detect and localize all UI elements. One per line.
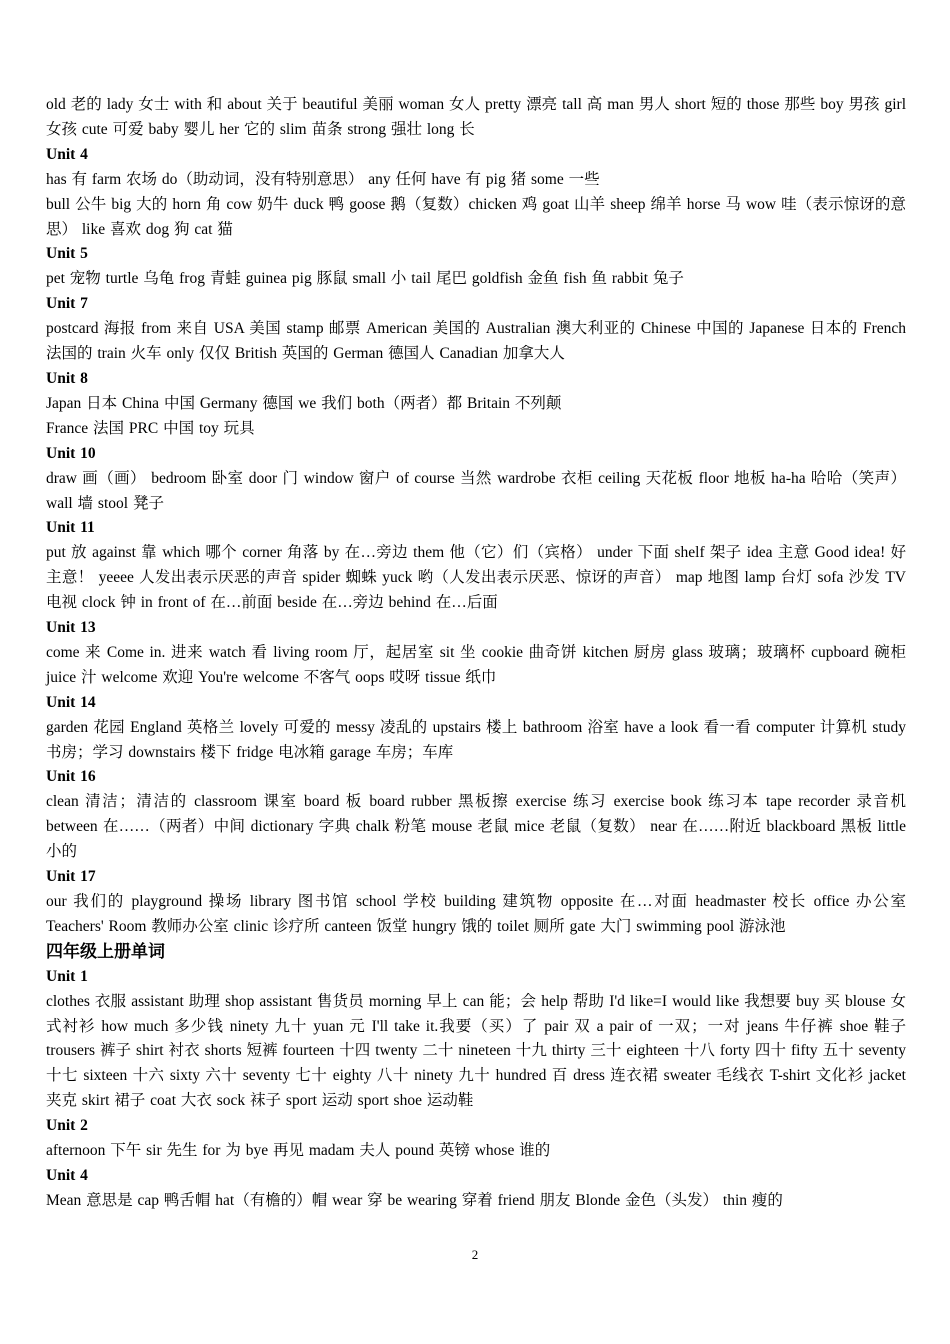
vocab-paragraph: bull 公牛 big 大的 horn 角 cow 奶牛 duck 鸭 goose 鹅（复数）chicken 鸡 goat 山羊 sheep 绵羊 horse 马 wow 哇（表示惊讶的意思） like 喜欢 dog 狗 cat 猫 (46, 195, 906, 238)
vocab-paragraph: Japan 日本 China 中国 Germany 德国 we 我们 both（两者）都 Britain 不列颠 (46, 394, 562, 412)
vocab-paragraph: our 我们的 playground 操场 library 图书馆 school 学校 building 建筑物 opposite 在…对面 headmaster 校长 office 办公室 Teachers' Room 教师办公室 clinic 诊疗所 canteen 饭堂 hungry 饿的 toilet 厕所 gate 大门 swimming pool 游泳池 (46, 893, 906, 935)
unit-heading: Unit 4 (46, 1166, 88, 1184)
vocab-paragraph: Mean 意思是 cap 鸭舌帽 hat（有檐的）帽 wear 穿 be wearing 穿着 friend 朋友 Blonde 金色（头发） thin 瘦的 (46, 1191, 783, 1209)
vocab-paragraph: France 法国 PRC 中国 toy 玩具 (46, 419, 255, 437)
vocab-paragraph: pet 宠物 turtle 乌龟 frog 青蛙 guinea pig 豚鼠 small 小 tail 尾巴 goldfish 金鱼 fish 鱼 rabbit 兔子 (46, 270, 684, 288)
document-page (46, 93, 906, 1214)
unit-heading: Unit 5 (46, 245, 88, 263)
unit-heading: Unit 16 (46, 768, 96, 786)
unit-heading: Unit 4 (46, 145, 88, 163)
vocab-paragraph: clean 清洁；清洁的 classroom 课室 board 板 board rubber 黑板擦 exercise 练习 exercise book 练习本 tape recorder 录音机 between 在……（两者）中间 dictionary 字典 chalk 粉笔 mouse 老鼠 mice 老鼠（复数） near 在……附近 blackboard 黑板 little 小的 (46, 793, 906, 861)
unit-heading: Unit 10 (46, 444, 96, 462)
unit-heading: Unit 14 (46, 693, 96, 711)
vocab-paragraph: put 放 against 靠 which 哪个 corner 角落 by 在…旁边 them 他（它）们（宾格） under 下面 shelf 架子 idea 主意 Good idea! 好主意！ yeeee 人发出表示厌恶的声音 spider 蜘蛛 yuck 哟（人发出表示厌恶、惊讶的声音） map 地图 lamp 台灯 sofa 沙发 TV 电视 clock 钟 in front of 在…前面 beside 在…旁边 behind 在…后面 (46, 544, 906, 612)
vocab-paragraph: old 老的 lady 女士 with 和 about 关于 beautiful 美丽 woman 女人 pretty 漂亮 tall 高 man 男人 short 短的 those 那些 boy 男孩 girl 女孩 cute 可爱 baby 婴儿 her 它的 slim 苗条 strong 强壮 long 长 (46, 96, 906, 138)
unit-heading: Unit 7 (46, 295, 88, 313)
unit-heading: Unit 1 (46, 967, 88, 985)
section-title: 四年级上册单词 (46, 941, 165, 962)
unit-heading: Unit 17 (46, 868, 96, 886)
vocab-paragraph: clothes 衣服 assistant 助理 shop assistant 售货员 morning 早上 can 能；会 help 帮助 I'd like=I would like 我想要 buy 买 blouse 女式衬衫 how much 多少钱 ninety 九十 yuan 元 I'll take it.我要（买）了 pair 双 a pair of 一双；一对 jeans 牛仔裤 shoe 鞋子 trousers 裤子 shirt 衬衣 shorts 短裤 fourteen 十四 twenty 二十 nineteen 十九 thirty 三十 eighteen 十八 forty 四十 fifty 五十 seventy 十七 sixteen 十六 sixty 六十 seventy 七十 eighty 八十 ninety 九十 hundred 百 dress 连衣裙 sweater 毛线衣 T-shirt 文化衫 jacket 夹克 skirt 裙子 coat 大衣 sock 袜子 sport 运动 sport shoe 运动鞋 (46, 992, 906, 1110)
page-number: 2 (471, 1247, 479, 1262)
vocab-paragraph: come 来 Come in. 进来 watch 看 living room 厅，起居室 sit 坐 cookie 曲奇饼 kitchen 厨房 glass 玻璃；玻璃杯 cupboard 碗柜 juice 汁 welcome 欢迎 You're welcome 不客气 oops 哎呀 tissue 纸巾 (46, 643, 906, 686)
unit-heading: Unit 2 (46, 1117, 88, 1135)
vocab-paragraph: garden 花园 England 英格兰 lovely 可爱的 messy 凌乱的 upstairs 楼上 bathroom 浴室 have a look 看一看 computer 计算机 study 书房；学习 downstairs 楼下 fridge 电冰箱 garage 车房；车库 (46, 718, 906, 761)
unit-heading: Unit 13 (46, 619, 96, 637)
vocab-paragraph: draw 画（画） bedroom 卧室 door 门 window 窗户 of course 当然 wardrobe 衣柜 ceiling 天花板 floor 地板 ha-ha 哈哈（笑声） wall 墙 stool 凳子 (46, 469, 906, 512)
vocab-paragraph: postcard 海报 from 来自 USA 美国 stamp 邮票 American 美国的 Australian 澳大利亚的 Chinese 中国的 Japanese 日本的 French 法国的 train 火车 only 仅仅 British 英国的 German 德国人 Canadian 加拿大人 (46, 320, 906, 363)
vocab-paragraph: has 有 farm 农场 do（助动词，没有特别意思） any 任何 have 有 pig 猪 some 一些 (46, 170, 600, 188)
unit-heading: Unit 8 (46, 369, 88, 387)
vocab-paragraph: afternoon 下午 sir 先生 for 为 bye 再见 madam 夫人 pound 英镑 whose 谁的 (46, 1142, 551, 1160)
unit-heading: Unit 11 (46, 519, 95, 537)
